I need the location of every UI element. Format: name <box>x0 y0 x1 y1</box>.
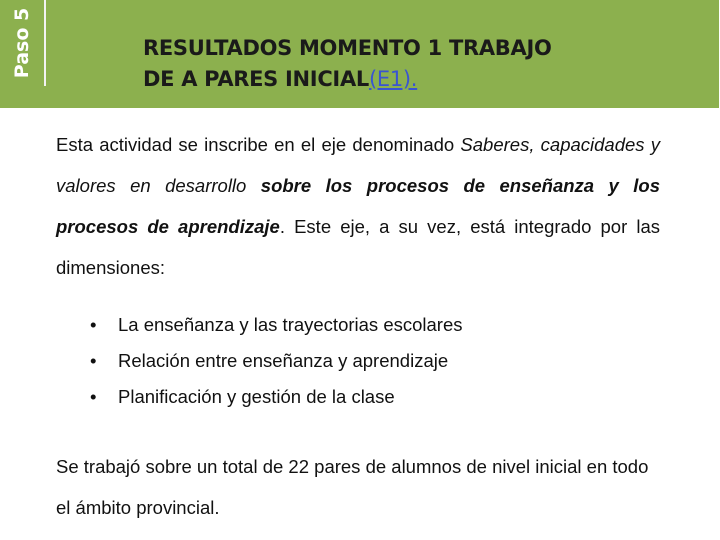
bullet-icon: • <box>90 386 97 407</box>
step-label: Paso 5 <box>11 7 33 79</box>
list-item <box>90 343 463 379</box>
list-item-label: Planificación y gestión de la clase <box>118 386 395 407</box>
intro-part-2: capacidades y valores en desarrollo <box>56 134 660 196</box>
closing-paragraph <box>56 446 666 528</box>
bullet-icon: • <box>90 314 97 335</box>
title-line-2: DE A PARES INICIAL <box>143 67 369 91</box>
step-label-box <box>0 0 46 86</box>
intro-bold: sobre los procesos de enseñanza y los procesos de aprendizaje <box>56 175 660 237</box>
intro-part-3: . Este eje, a su vez, está integrado por las dimensiones: <box>56 216 660 278</box>
title-code-link[interactable]: (E1). <box>368 67 418 91</box>
list-item-label: Relación entre enseñanza y aprendizaje <box>118 350 449 371</box>
list-item-label: La enseñanza y las trayectorias escolares <box>118 314 463 335</box>
title-line-1: RESULTADOS MOMENTO 1 TRABAJO <box>143 36 552 60</box>
bullet-icon: • <box>90 350 97 371</box>
intro-paragraph <box>56 124 660 288</box>
intro-part-1: Esta actividad se inscribe en el eje denominado <box>56 134 461 155</box>
dimensions-list <box>90 307 463 415</box>
intro-saberes: Saberes, <box>460 134 535 155</box>
slide-title <box>143 33 703 95</box>
closing-text: Se trabajó sobre un total de 22 pares de alumnos de nivel inicial en todo el ámbito provincial. <box>56 456 649 518</box>
list-item <box>90 379 463 415</box>
list-item <box>90 307 463 343</box>
